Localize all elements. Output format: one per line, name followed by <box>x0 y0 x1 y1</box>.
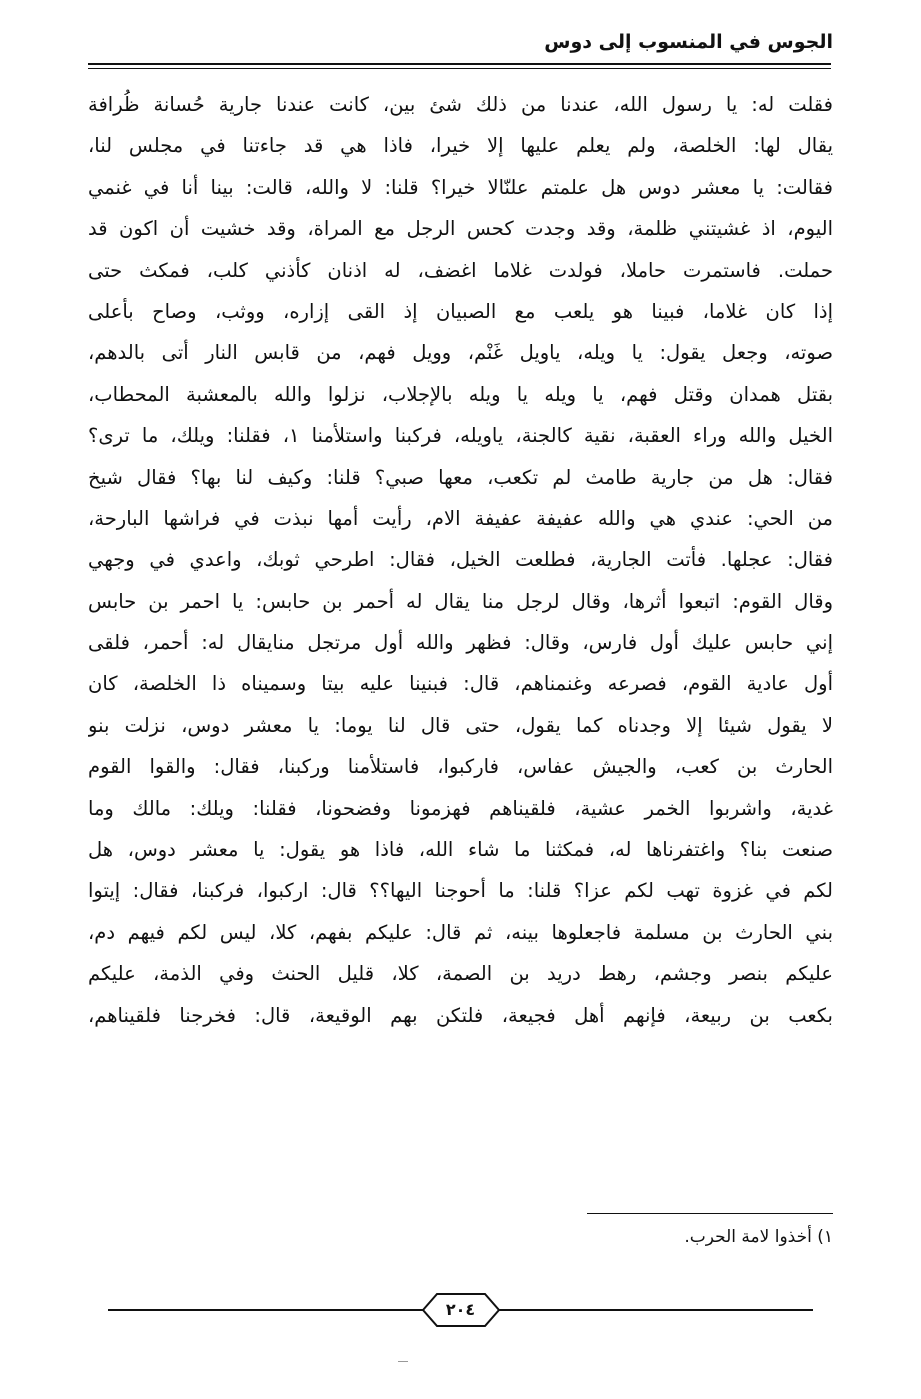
footnote: ١) أخذوا لامة الحرب. <box>684 1227 833 1247</box>
page-number: ٢٠٤ <box>445 1300 476 1319</box>
text-line: اليوم، اذ غشيتني ظلمة، وقد وجدت كحس الرجل مع المراة، وقد خشيت أن اكون قد <box>88 217 833 241</box>
text-line: صنعت بنا؟ واغتفرناها له، فمكثنا ما شاء الله، فاذا هو يقول: يا معشر دوس، هل <box>88 838 833 862</box>
text-line: صوته، وجعل يقول: يا ويله، ياويل غَنْم، وويل فهم، من قابس النار أتى بالدهم، <box>88 341 833 365</box>
text-line: عليكم بنصر وجشم، رهط دريد بن الصمة، كلا، قليل الحنث وفي الذمة، عليكم <box>88 962 833 986</box>
scan-speck <box>398 1361 408 1362</box>
page-number-rule-left <box>108 1309 426 1311</box>
text-line: يقال لها: الخلصة، ولم يعلم عليها إلا خيرا، فاذا هي قد جاءتنا في مجلس لنا، <box>88 134 833 158</box>
text-line: لكم في غزوة تهب لكم عزا؟ قلنا: ما أحوجنا اليها؟؟ قال: اركبوا، فركبنا، فقال: إيتوا <box>88 879 833 903</box>
text-line: بني الحارث بن مسلمة فاجعلوها بينه، ثم قال: عليكم بفهم، كلا، ليس لكم فيهم دم، <box>88 920 833 944</box>
text-line: الحارث بن كعب، والجيش عفاس، فاركبوا، فاستلأمنا وركبنا، فقال: والقوا القوم <box>88 755 833 779</box>
page-number-rule-right <box>495 1309 813 1311</box>
text-line: فقلت له: يا رسول الله، عندنا من ذلك شئ بين، كانت عندنا جارية حُسانة ظُرافة <box>88 93 833 116</box>
text-line: إذا كان غلاما، فبينا هو يلعب مع الصبيان إذ القى إزاره، ووثب، وصاح بأعلى <box>88 299 833 323</box>
text-line: الخيل والله وراء العقبة، نقية كالجنة، ياويله، فركبنا واستلأمنا ١، فقلنا: ويلك، ما ترى؟ <box>88 424 833 448</box>
text-line: غدية، واشربوا الخمر عشية، فلقيناهم فهزمونا وفضحونا، فقلنا: ويلك: مالك وما <box>88 796 833 820</box>
footnote-separator <box>587 1213 833 1214</box>
text-line: بقتل همدان وقتل فهم، يا ويله يا ويله بالإجلاب، نزلوا والله بالمعشبة المحطاب، <box>88 382 833 406</box>
text-line: إني حابس عليك أول فارس، وقال: فظهر والله أول مرتجل منايقال له: أحمر، فلقى <box>88 631 833 655</box>
text-line: وقال القوم: اتبعوا أثرها، وقال لرجل منا يقال له أحمر بن حابس: يا احمر بن حابس <box>88 589 833 613</box>
text-line: فقال: هل من جارية طامث لم تكعب، معها صبي؟ قلنا: وكيف لنا بها؟ فقال شيخ <box>88 465 833 489</box>
text-line: فقال: عجلها. فأتت الجارية، فطلعت الخيل، فقال: اطرحي ثوبك، واعدي في وجهي <box>88 548 833 572</box>
text-line: من الحي: عندي هي والله عفيفة عفيفة الام، رأيت أمها نبذت في فراشها البارحة، <box>88 506 833 530</box>
page-number-area <box>108 1290 813 1330</box>
text-line: حملت. فاستمرت حاملا، فولدت غلاما اغضف، له اذنان كأذني كلب، فمكث حتى <box>88 258 833 282</box>
text-line: فقالت: يا معشر دوس هل علمتم علنّالا خيرا؟ قلنا: لا والله، قالت: بينا أنا في غنمي <box>88 175 833 199</box>
text-line: بكعب بن ربيعة، فإنهم أهل فجيعة، فلتكن بهم الوقيعة، قال: فخرجنا فلقيناهم، <box>88 1003 833 1027</box>
running-header-title: الجوس في المنسوب إلى دوس <box>544 31 833 53</box>
header-rule-thin <box>88 68 831 69</box>
text-line: لا يقول شيئا إلا وجدناه كما يقول، حتى قال لنا يوما: يا معشر دوس، نزلت بنو <box>88 713 833 737</box>
text-line: أول عادية القوم، فصرعه وغنمناهم، قال: فبنينا عليه بيتا وسميناه ذا الخلصة، كان <box>88 672 833 696</box>
body-text <box>88 84 833 1036</box>
header-rule-thick <box>88 63 831 65</box>
page-number-badge <box>421 1292 501 1328</box>
